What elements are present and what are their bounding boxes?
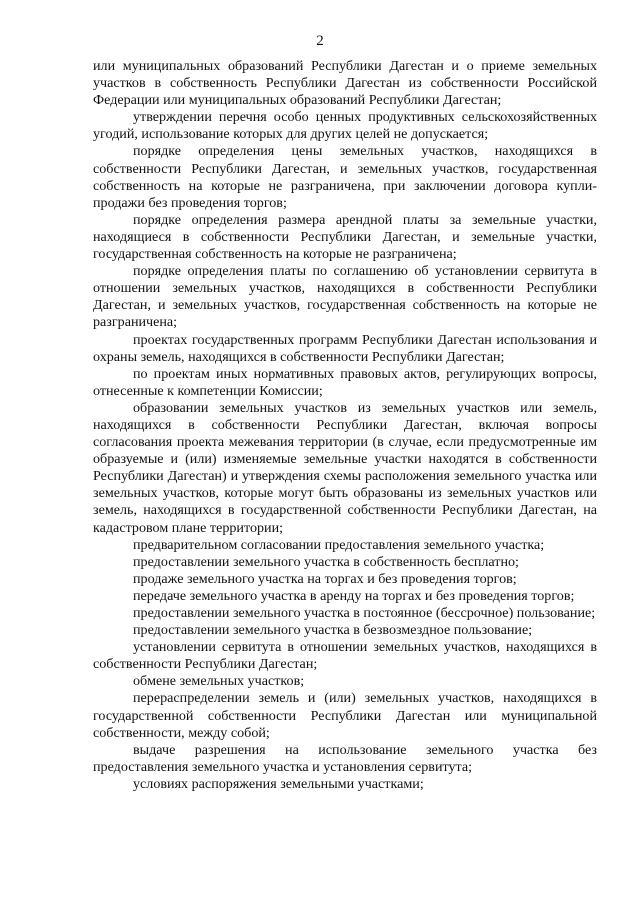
paragraph: порядке определения платы по соглашению об установлении сервитута в отношении земельных участков, находящихся в собственности Республики Дагестан, и земельных участков, государственная собственность на которые не разграничена;: [93, 263, 597, 331]
document-body: [93, 58, 597, 793]
paragraph: порядке определения размера арендной платы за земельные участки, находящиеся в собственности Республики Дагестан, и земельные участки, государственная собственность на которые не разграничена;: [93, 211, 597, 263]
paragraph: или муниципальных образований Республики Дагестан и о приеме земельных участков в собственность Республики Дагестан из собственности Российской Федерации или муниципальных образований Республики Дагестан;: [93, 58, 597, 109]
paragraph: предварительном согласовании предоставления земельного участка;: [133, 536, 545, 553]
paragraph: образовании земельных участков из земельных участков или земель, находящихся в собственности Республики Дагестан, включая вопросы согласования проекта межевания территории (в случае, если предусмотренные им образуемые и (или) изменяемые земельные участки находятся в собственности Республики Дагестан) и утверждения схемы расположения земельного участка или земельных участков, которые могут быть образованы из земельных участков или земель, находящихся в государственной собственности Республики Дагестан, на кадастровом плане территории;: [93, 399, 597, 536]
paragraph: предоставлении земельного участка в постоянное (бессрочное) пользование;: [133, 605, 596, 621]
paragraph: перераспределении земель и (или) земельных участков, находящихся в государственной собственности Республики Дагестан или муниципальной собственности, между собой;: [93, 690, 597, 741]
paragraph: по проектам иных нормативных правовых актов, регулирующих вопросы, отнесенные к компетенции Комиссии;: [93, 365, 597, 399]
paragraph: предоставлении земельного участка в собственность бесплатно;: [133, 553, 519, 570]
page-number: 2: [316, 33, 324, 49]
paragraph: проектах государственных программ Республики Дагестан использования и охраны земель, находящихся в собственности Республики Дагестан;: [93, 331, 597, 365]
paragraph: утверждении перечня особо ценных продуктивных сельскохозяйственных угодий, использование которых для других целей не допускается;: [93, 109, 597, 143]
paragraph: продаже земельного участка на торгах и без проведения торгов;: [133, 570, 517, 587]
paragraph: выдаче разрешения на использование земельного участка без предоставления земельного участка и установления сервитута;: [93, 741, 597, 775]
paragraph: порядке определения цены земельных участков, находящихся в собственности Республики Дагестан, и земельных участков, государственная собственность на которые не разграничена, при заключении договора купли-продажи без проведения торгов;: [93, 143, 597, 211]
paragraph: предоставлении земельного участка в безвозмездное пользование;: [133, 622, 533, 639]
paragraph: обмене земельных участков;: [133, 673, 305, 690]
paragraph: условиях распоряжения земельными участками;: [133, 775, 424, 792]
paragraph: передаче земельного участка в аренду на торгах и без проведения торгов;: [133, 587, 575, 604]
paragraph: установлении сервитута в отношении земельных участков, находящихся в собственности Республики Дагестан;: [93, 639, 597, 673]
